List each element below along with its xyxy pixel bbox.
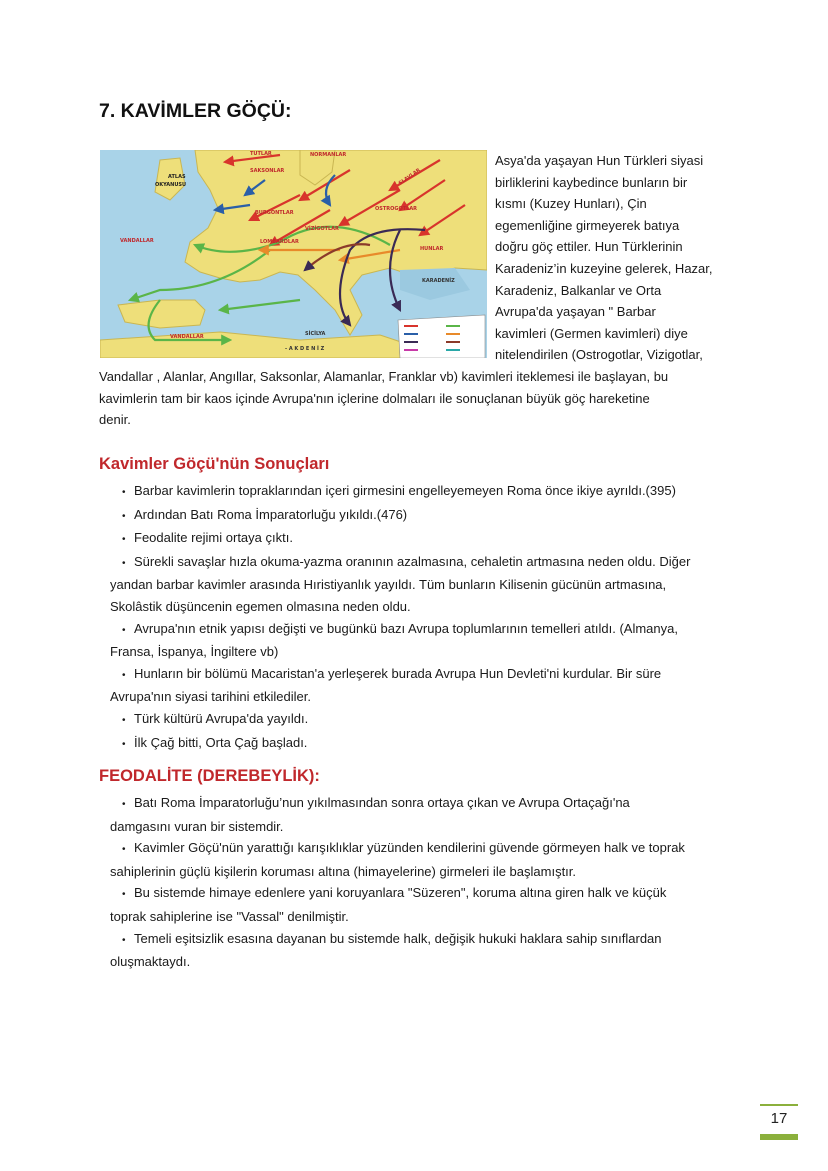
list-item-line bbox=[110, 618, 735, 642]
intro-line: Asya'da yaşayan Hun Türkleri siyasi bbox=[495, 153, 704, 168]
list-item bbox=[110, 792, 735, 837]
label-slavlar: SLAVLAR bbox=[397, 167, 422, 187]
section-heading-feudalism: FEODALİTE (DEREBEYLİK): bbox=[99, 767, 320, 785]
intro-line: birliklerini kaybedince bunların bir bbox=[495, 174, 688, 190]
list-item bbox=[110, 882, 735, 927]
label-ostrogotlar: OSTROGOTLAR bbox=[375, 206, 418, 212]
list-item-text: toprak sahiplerine ise "Vassal" denilmiştir. bbox=[110, 908, 349, 924]
list-item-line bbox=[110, 861, 735, 883]
bullet-icon: • bbox=[122, 799, 126, 810]
bullet-icon: • bbox=[122, 510, 126, 522]
list-item bbox=[110, 618, 735, 663]
list-item-text: sahiplerinin güçlü kişilerin koruması altına (himayelerine) girmeleri ile başlamıştır. bbox=[110, 863, 577, 879]
migration-map-svg bbox=[100, 150, 487, 358]
label-tutlar: TUTLAR bbox=[250, 151, 272, 157]
list-item-line bbox=[110, 951, 735, 973]
list-item-text: Fransa, İspanya, İngiltere vb) bbox=[110, 644, 279, 660]
list-item-line bbox=[110, 816, 735, 838]
page-number-bottom-bar bbox=[760, 1134, 798, 1140]
list-item-line bbox=[110, 686, 735, 708]
chapter-heading: 7. KAVİMLER GÖÇÜ: bbox=[99, 100, 292, 122]
list-item-text: Skolâstik düşüncenin egemen olmasına neden oldu. bbox=[110, 598, 411, 614]
bullet-icon: • bbox=[122, 534, 126, 546]
list-item-line bbox=[110, 551, 735, 575]
intro-line: kavimlerin tam bir kaos içinde Avrupa'nın içlerine dolmaları ile sonuçlanan büyük göç hareketine bbox=[99, 390, 650, 406]
label-atlas: ATLAS bbox=[168, 174, 186, 180]
list-item bbox=[110, 480, 735, 504]
list-item-text: Feodalite rejimi ortaya çıktı. bbox=[134, 530, 293, 546]
bullet-icon: • bbox=[122, 844, 126, 856]
bullet-icon: • bbox=[122, 889, 126, 901]
list-item-text: yandan barbar kavimler arasında Hıristiyanlık yayıldı. Tüm bunların Kilisenin gücünün artmasına, bbox=[110, 577, 667, 593]
list-item-line bbox=[110, 837, 735, 861]
bullet-icon: • bbox=[122, 669, 126, 681]
results-list bbox=[110, 480, 735, 755]
section-heading-results: Kavimler Göçü'nün Sonuçları bbox=[99, 455, 330, 473]
bullet-icon: • bbox=[122, 624, 126, 636]
list-item-text: Batı Roma İmparatorluğu’nun yıkılmasından sonra ortaya çıkan ve Avrupa Ortaçağı'na bbox=[134, 795, 630, 810]
label-okyanusu: OKYANUSU bbox=[155, 182, 187, 188]
list-item-text: Türk kültürü Avrupa'da yayıldı. bbox=[134, 710, 309, 726]
intro-line: Karadeniz’in kuzeyine gelerek, Hazar, bbox=[495, 260, 713, 276]
intro-line: kısmı (Kuzey Hunları), Çin bbox=[495, 196, 647, 212]
intro-line: egemenliğine girmeyerek batıya bbox=[495, 217, 680, 233]
list-item-text: Kavimler Göçü'nün yarattığı karışıklıklar yüzünden kendilerini güvende görmeyen halk ve toprak bbox=[134, 840, 685, 856]
label-karadeniz: KARADENİZ bbox=[422, 278, 455, 284]
bullet-icon: • bbox=[122, 934, 126, 946]
intro-paragraph-right bbox=[495, 150, 740, 366]
intro-line: denir. bbox=[99, 412, 131, 428]
label-burgontlar: BURGONTLAR bbox=[255, 210, 294, 216]
label-hunlar: HUNLAR bbox=[420, 246, 444, 252]
list-item-text: Sürekli savaşlar hızla okuma-yazma oranının azalmasına, cehaletin artmasına neden oldu. Diğer bbox=[134, 553, 691, 569]
intro-line: Avrupa'da yaşayan " Barbar bbox=[495, 304, 656, 320]
list-item-line bbox=[110, 527, 735, 551]
list-item-line bbox=[110, 596, 735, 618]
label-vandallar-west: VANDALLAR bbox=[120, 238, 154, 244]
list-item-text: oluşmaktaydı. bbox=[110, 954, 191, 970]
list-item bbox=[110, 708, 735, 732]
list-item-line bbox=[110, 792, 735, 816]
list-item-text: İlk Çağ bitti, Orta Çağ başladı. bbox=[134, 734, 308, 750]
map-legend-box bbox=[398, 315, 485, 358]
label-vandallar-africa: VANDALLAR bbox=[170, 334, 204, 340]
list-item-text: Ardından Batı Roma İmparatorluğu yıkıldı.(476) bbox=[134, 506, 408, 522]
intro-line: doğru göç ettiler. Hun Türklerinin bbox=[495, 239, 683, 255]
list-item-line bbox=[110, 708, 735, 732]
label-akdeniz: - A K D E N İ Z bbox=[285, 346, 325, 352]
intro-line: kavimleri (Germen kavimleri) diye bbox=[495, 325, 688, 341]
feudalism-list bbox=[110, 792, 735, 973]
intro-line: nitelendirilen (Ostrogotlar, Vizigotlar, bbox=[495, 347, 703, 363]
list-item bbox=[110, 527, 735, 551]
intro-line: Karadeniz, Balkanlar ve Orta bbox=[495, 282, 662, 298]
list-item-text: Barbar kavimlerin topraklarından içeri girmesini engelleyemeyen Roma önce ikiye ayrıldı.(395) bbox=[134, 483, 676, 498]
list-item-line bbox=[110, 732, 735, 756]
page-number: 17 bbox=[770, 1110, 788, 1127]
label-saksonlar: SAKSONLAR bbox=[250, 168, 285, 174]
bullet-icon: • bbox=[122, 557, 126, 569]
bullet-icon: • bbox=[122, 487, 126, 498]
list-item bbox=[110, 732, 735, 756]
label-normanlar: NORMANLAR bbox=[310, 152, 347, 158]
list-item bbox=[110, 837, 735, 882]
bullet-icon: • bbox=[122, 714, 126, 726]
list-item-text: Hunların bir bölümü Macaristan'a yerleşerek burada Avrupa Hun Devleti'ni kurdular. Bir süre bbox=[134, 665, 662, 681]
list-item-line bbox=[110, 882, 735, 906]
list-item-line bbox=[110, 574, 735, 596]
list-item bbox=[110, 928, 735, 973]
migration-map bbox=[100, 150, 487, 358]
list-item-text: Avrupa'nın etnik yapısı değişti ve bugünkü bazı Avrupa toplumlarının temelleri atıldı. (Almanya, bbox=[134, 620, 678, 636]
list-item bbox=[110, 551, 735, 618]
intro-line: Vandallar , Alanlar, Angıllar, Saksonlar, Alamanlar, Franklar vb) kavimleri iteklemesi ile başlayan, bu bbox=[99, 369, 669, 384]
list-item-line bbox=[110, 928, 735, 952]
list-item-text: Temeli eşitsizlik esasına dayanan bu sistemde halk, değişik hukuki haklara sahip sınıflardan bbox=[134, 930, 662, 946]
page-number-box bbox=[760, 1104, 798, 1140]
label-sicilya: SİCİLYA bbox=[305, 331, 326, 337]
list-item bbox=[110, 504, 735, 528]
list-item-line bbox=[110, 504, 735, 528]
label-vizigotlar: VİZİGOTLAR bbox=[305, 226, 339, 232]
list-item-line bbox=[110, 480, 735, 504]
list-item-line bbox=[110, 906, 735, 928]
list-item-text: damgasını vuran bir sistemdir. bbox=[110, 818, 284, 834]
list-item-text: Avrupa'nın siyasi tarihini etkilediler. bbox=[110, 689, 311, 705]
list-item bbox=[110, 663, 735, 708]
page-number-top-rule bbox=[760, 1104, 798, 1106]
list-item-line bbox=[110, 663, 735, 687]
bullet-icon: • bbox=[122, 738, 126, 750]
label-lombardlar: LOMBARDLAR bbox=[260, 239, 299, 245]
list-item-line bbox=[110, 641, 735, 663]
intro-paragraph-continued bbox=[99, 366, 739, 431]
list-item-text: Bu sistemde himaye edenlere yani koruyanlara "Süzeren", koruma altına giren halk ve küçük bbox=[134, 885, 667, 901]
